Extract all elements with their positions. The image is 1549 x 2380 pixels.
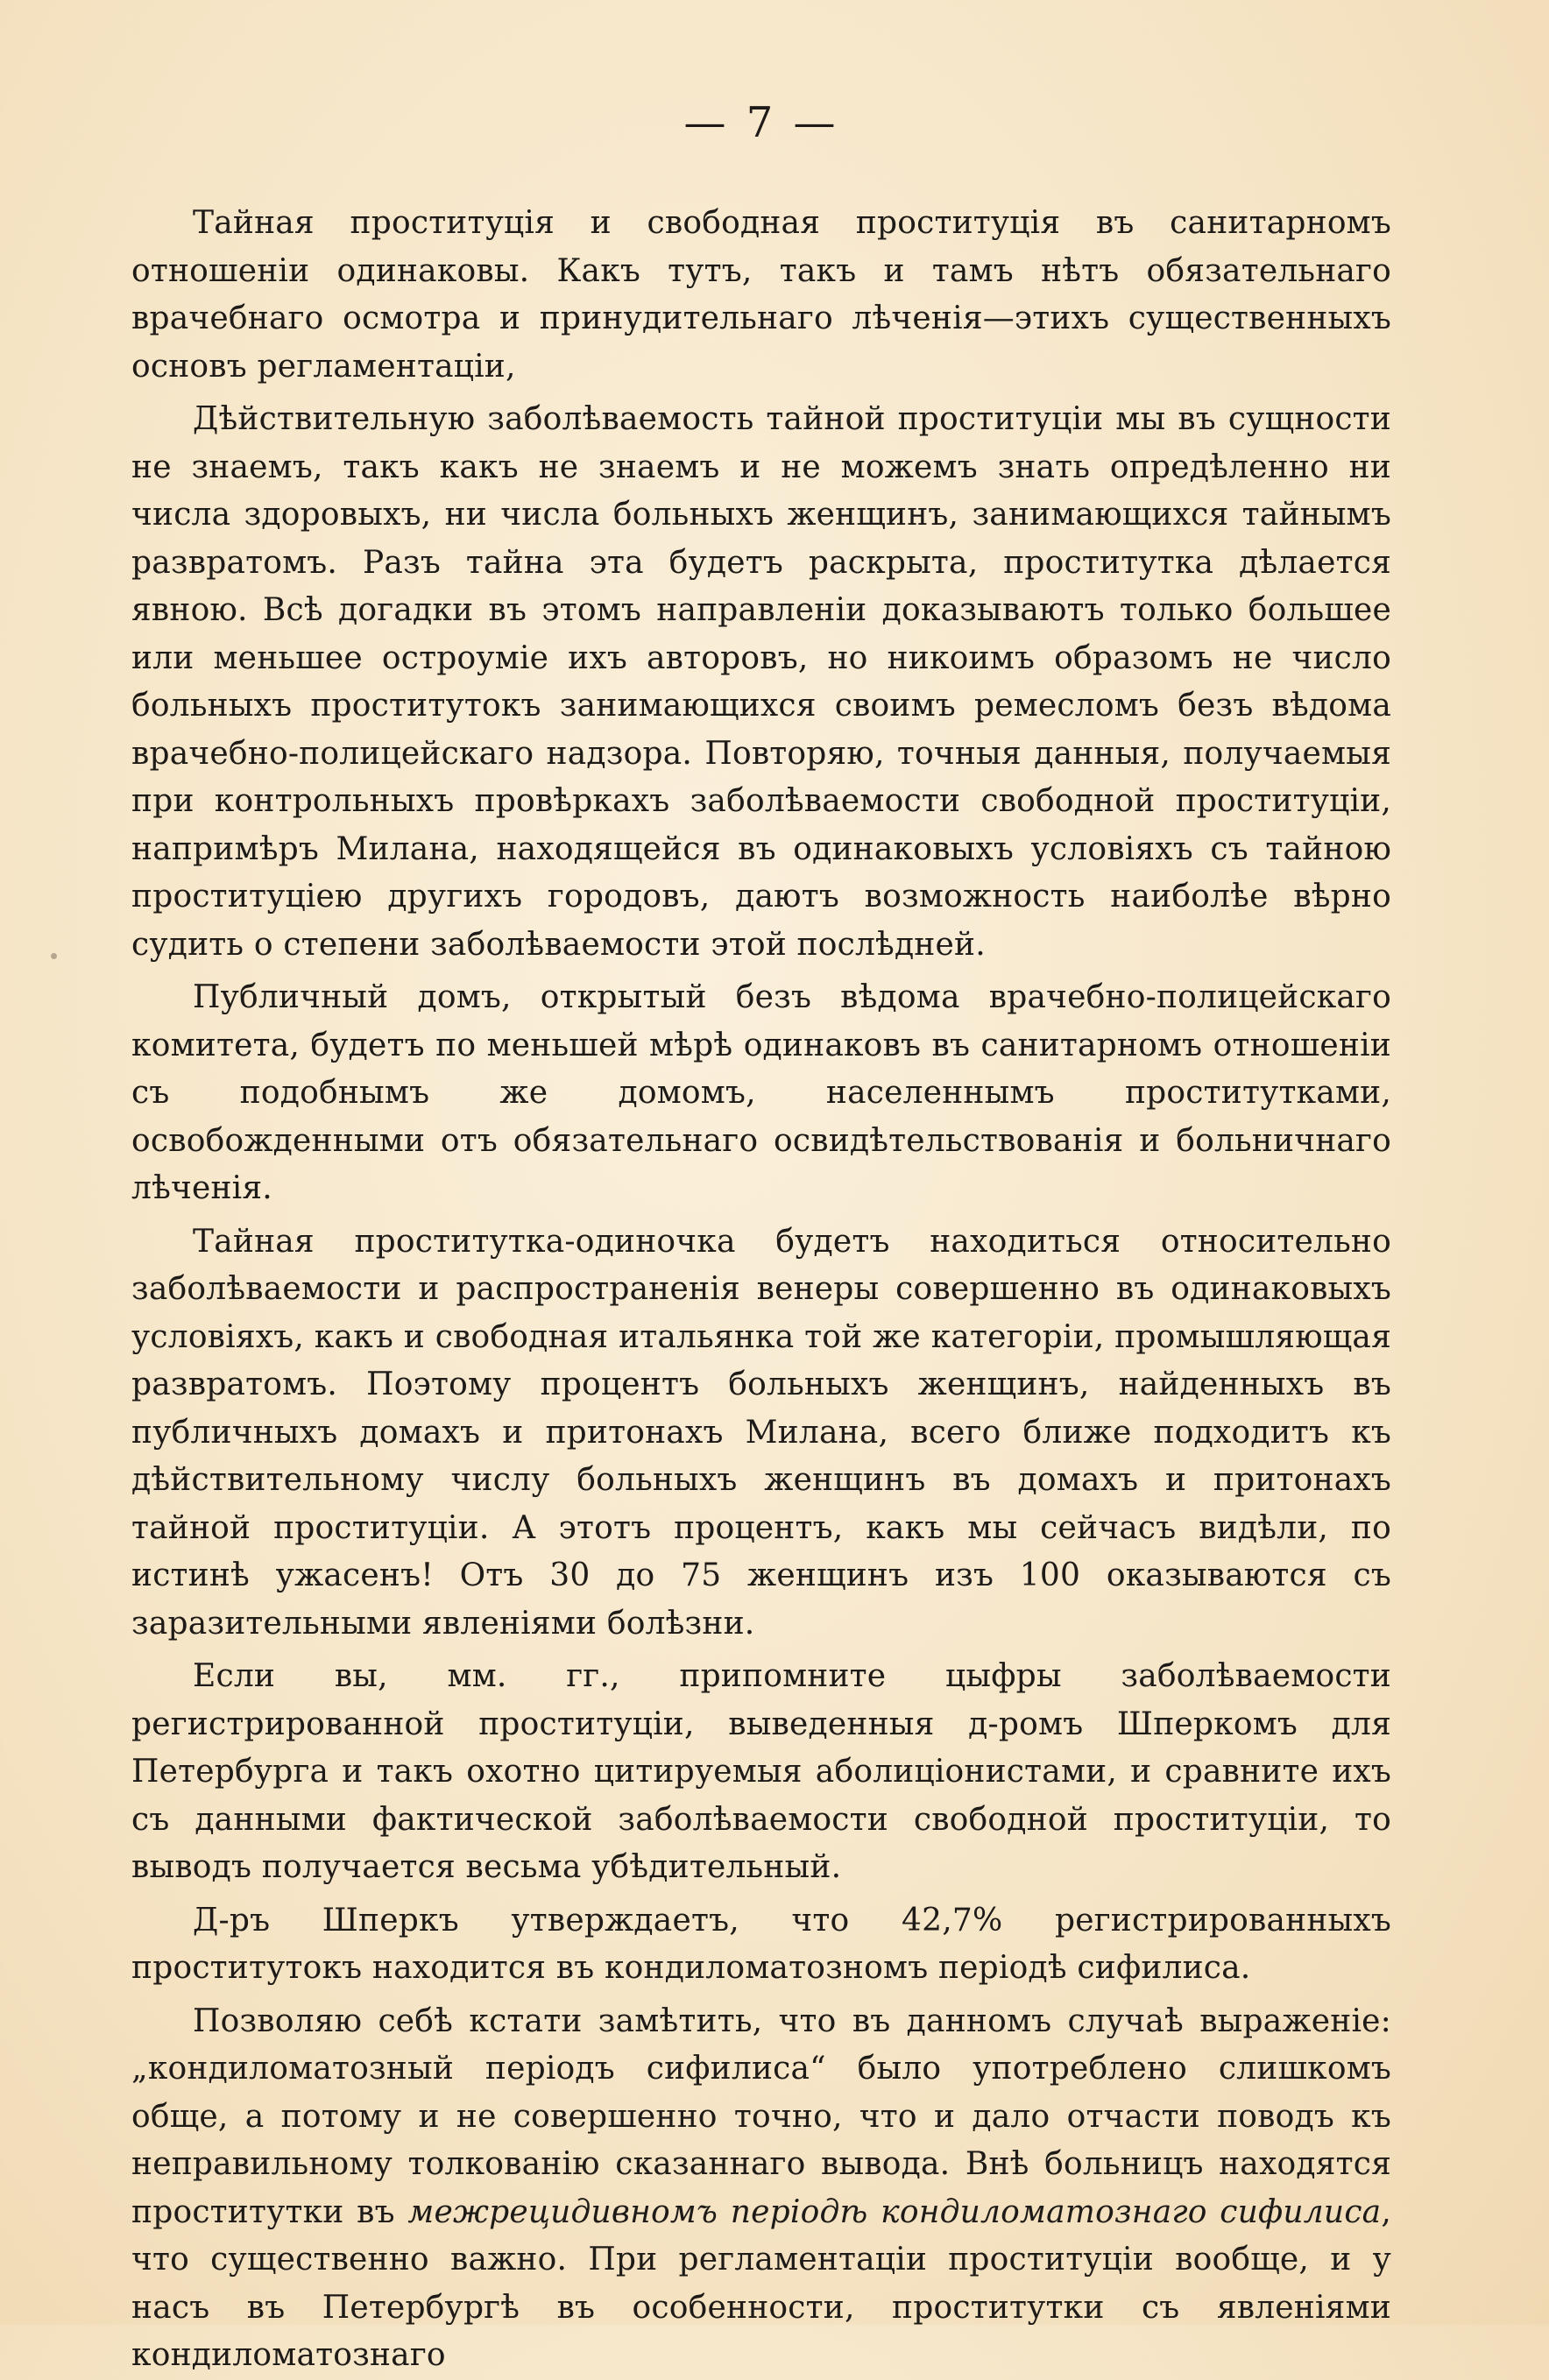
paragraph-7-text-a: Позволяю себѣ кстати замѣтить, что въ данномъ случаѣ выраженіе: „кондиломатозный періодъ сифилиса“ было употреблено слишкомъ обще, а потому и не совершенно точно, что и дало отчасти поводъ къ неправильному толкованію сказаннаго вывода. Внѣ больницъ находятся проститутки въ [131,2002,1391,2230]
paragraph-1: Тайная проституція и свободная проституція въ санитарномъ отношеніи одинаковы. Какъ тутъ, такъ и тамъ нѣтъ обязательнаго врачебнаго осмотра и принудительнаго лѣченія—этихъ существенныхъ основъ регламентаціи, [131,205,1391,385]
ink-spot [51,953,57,959]
paragraph-3: Публичный домъ, открытый безъ вѣдома врачебно-полицейскаго комитета, будетъ по меньшей мѣрѣ одинаковъ въ санитарномъ отношеніи съ подобнымъ же домомъ, населеннымъ проститутками, освобожденными отъ обязательнаго освидѣтельствованія и больничнаго лѣченія. [131,979,1391,1206]
paragraph-7 [131,1998,1391,2380]
paragraph-7-text-b: , что существенно важно. При регламентаціи проституціи вообще, и у насъ въ Петербургѣ въ особенности, проститутки съ явленіями кондиломатознаго [131,2193,1391,2373]
paragraph-2: Дѣйствительную заболѣваемость тайной проституціи мы въ сущности не знаемъ, такъ какъ не знаемъ и не можемъ знать опредѣленно ни числа здоровыхъ, ни числа больныхъ женщинъ, занимающихся тайнымъ развратомъ. Разъ тайна эта будетъ раскрыта, проститутка дѣлается явною. Всѣ догадки въ этомъ направленіи доказываютъ только большее или меньшее остроуміе ихъ авторовъ, но никоимъ образомъ не число больныхъ проститутокъ занимающихся своимъ ремесломъ безъ вѣдома врачебно-полицейскаго надзора. Повторяю, точныя данныя, получаемыя при контрольныхъ провѣркахъ заболѣваемости свободной проституціи, напримѣръ Милана, находящейся въ одинаковыхъ условіяхъ съ тайною проституціею другихъ городовъ, даютъ возможность наиболѣе вѣрно судить о степени заболѣваемости этой послѣдней. [131,401,1391,963]
paragraph-6: Д-ръ Шперкъ утверждаетъ, что 42,7% регистрированныхъ проститутокъ находится въ кондиломатозномъ періодѣ сифилиса. [131,1902,1391,1986]
paragraph-4: Тайная проститутка-одиночка будетъ находиться относительно заболѣваемости и распространенія венеры совершенно въ одинаковыхъ условіяхъ, какъ и свободная итальянка той же категоріи, промышляющая развратомъ. Поэтому процентъ больныхъ женщинъ, найденныхъ въ публичныхъ домахъ и притонахъ Милана, всего ближе подходитъ къ дѣйствительному числу больныхъ женщинъ въ домахъ и притонахъ тайной проституціи. А этотъ процентъ, какъ мы сейчасъ видѣли, по истинѣ ужасенъ! Отъ 30 до 75 женщинъ изъ 100 оказываются съ заразительными явленіями болѣзни. [131,1223,1391,1642]
page-number: — 7 — [683,98,839,147]
paragraph-7-italic-term: межрецидивномъ періодѣ кондиломатознаго сифилиса [407,2193,1382,2230]
paragraph-5: Если вы, мм. гг., припомните цыфры заболѣваемости регистрированной проституціи, выведенныя д-ромъ Шперкомъ для Петербурга и такъ охотно цитируемыя аболиціонистами, и сравните ихъ съ данными фактической заболѣваемости свободной проституціи, то выводъ получается весьма убѣдительный. [131,1658,1391,1885]
